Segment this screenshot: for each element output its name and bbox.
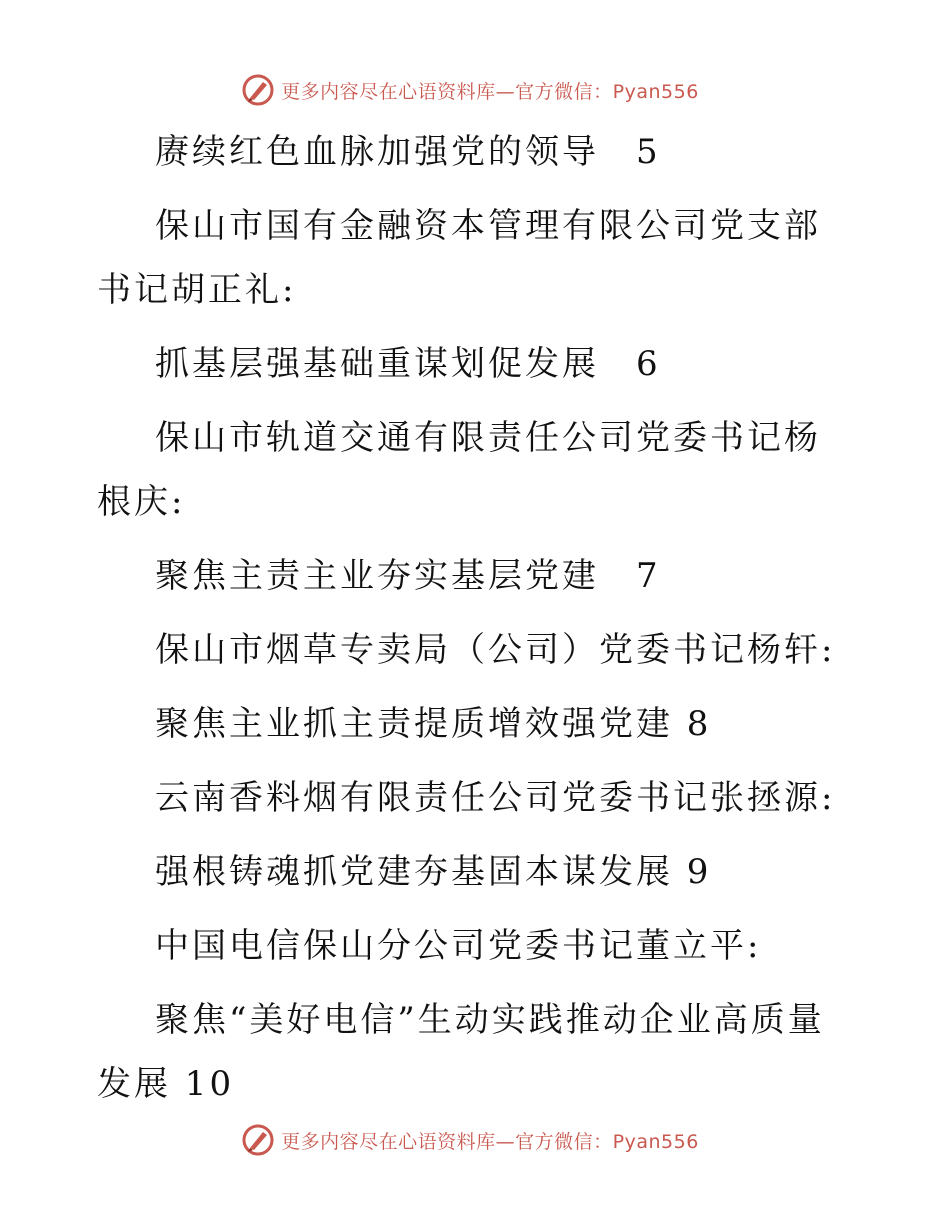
watermark-group [241,1123,699,1157]
entry-title: 抓基层强基础重谋划促发展 6 [155,344,661,384]
entry-title: 聚焦主责主业夯实基层党建 7 [155,556,661,596]
pen-logo-icon [241,73,275,107]
entry-author: 保山市轨道交通有限责任公司党委书记杨根庆: [97,418,821,522]
entry-author: 保山市烟草专卖局（公司）党委书记杨轩: [155,630,836,670]
watermark-footer [0,1120,950,1160]
entry-title: 聚焦“美好电信”生动实践推动企业高质量发展 10 [97,1000,825,1104]
watermark-group [241,73,699,107]
entry-author: 中国电信保山分公司党委书记董立平: [155,926,762,966]
watermark-text: 更多内容尽在心语资料库—官方微信：Pyan556 [281,1130,699,1153]
entry-title: 强根铸魂抓党建夯基固本谋发展 9 [155,852,712,892]
entry-title: 聚焦主业抓主责提质增效强党建 8 [155,704,712,744]
entry-author: 保山市国有金融资本管理有限公司党支部书记胡正礼: [97,206,821,310]
entry-title: 赓续红色血脉加强党的领导 5 [155,132,661,172]
watermark-header [0,70,950,110]
document-body [97,120,857,1126]
entry-author: 云南香料烟有限责任公司党委书记张拯源: [155,778,836,818]
pen-logo-icon [241,1123,275,1157]
watermark-text: 更多内容尽在心语资料库—官方微信：Pyan556 [281,80,699,103]
